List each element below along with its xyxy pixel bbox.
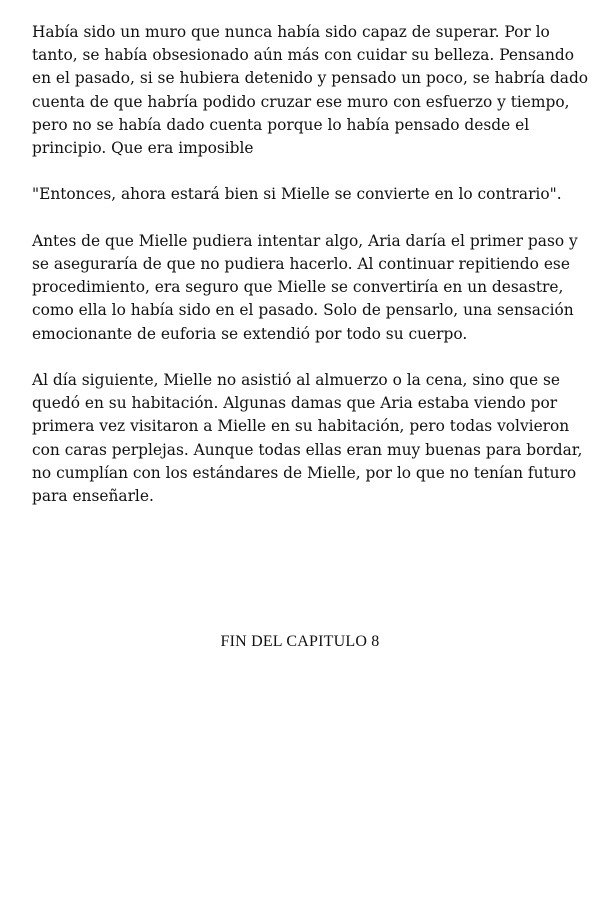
paragraph-3: Antes de que Mielle pudiera intentar algo, Aria daría el primer paso y se aseguraría de que no pudiera hacerlo. Al continuar repitiendo ese procedimiento, era seguro que Mielle se convertiría en un desastre, como ella lo había sido en el pasado. Solo de pensarlo, una sensación emocionante de euforia se extendió por todo su cuerpo. (32, 231, 578, 343)
paragraph-4: Al día siguiente, Mielle no asistió al almuerzo o la cena, sino que se quedó en su habitación. Algunas damas que Aria estaba viendo por primera vez visitaron a Mielle en su habitación, pero todas volvieron con caras perplejas. Aunque todas ellas eran muy buenas para bordar, no cumplían con los estándares de Mielle, por lo que no tenían futuro para enseñarle. (32, 371, 583, 506)
body-text (32, 21, 592, 531)
chapter-end-label: FIN DEL CAPITULO 8 (220, 633, 380, 650)
paragraph-2-dialogue: "Entonces, ahora estará bien si Mielle se convierte en lo contrario". (32, 185, 562, 204)
paragraph-1: Había sido un muro que nunca había sido capaz de superar. Por lo tanto, se había obsesionado aún más con cuidar su belleza. Pensando en el pasado, si se hubiera detenido y pensado un poco, se habría dado cuenta de que habría podido cruzar ese muro con esfuerzo y tiempo, pero no se había dado cuenta porque lo había pensado desde el principio. Que era imposible (32, 23, 589, 158)
